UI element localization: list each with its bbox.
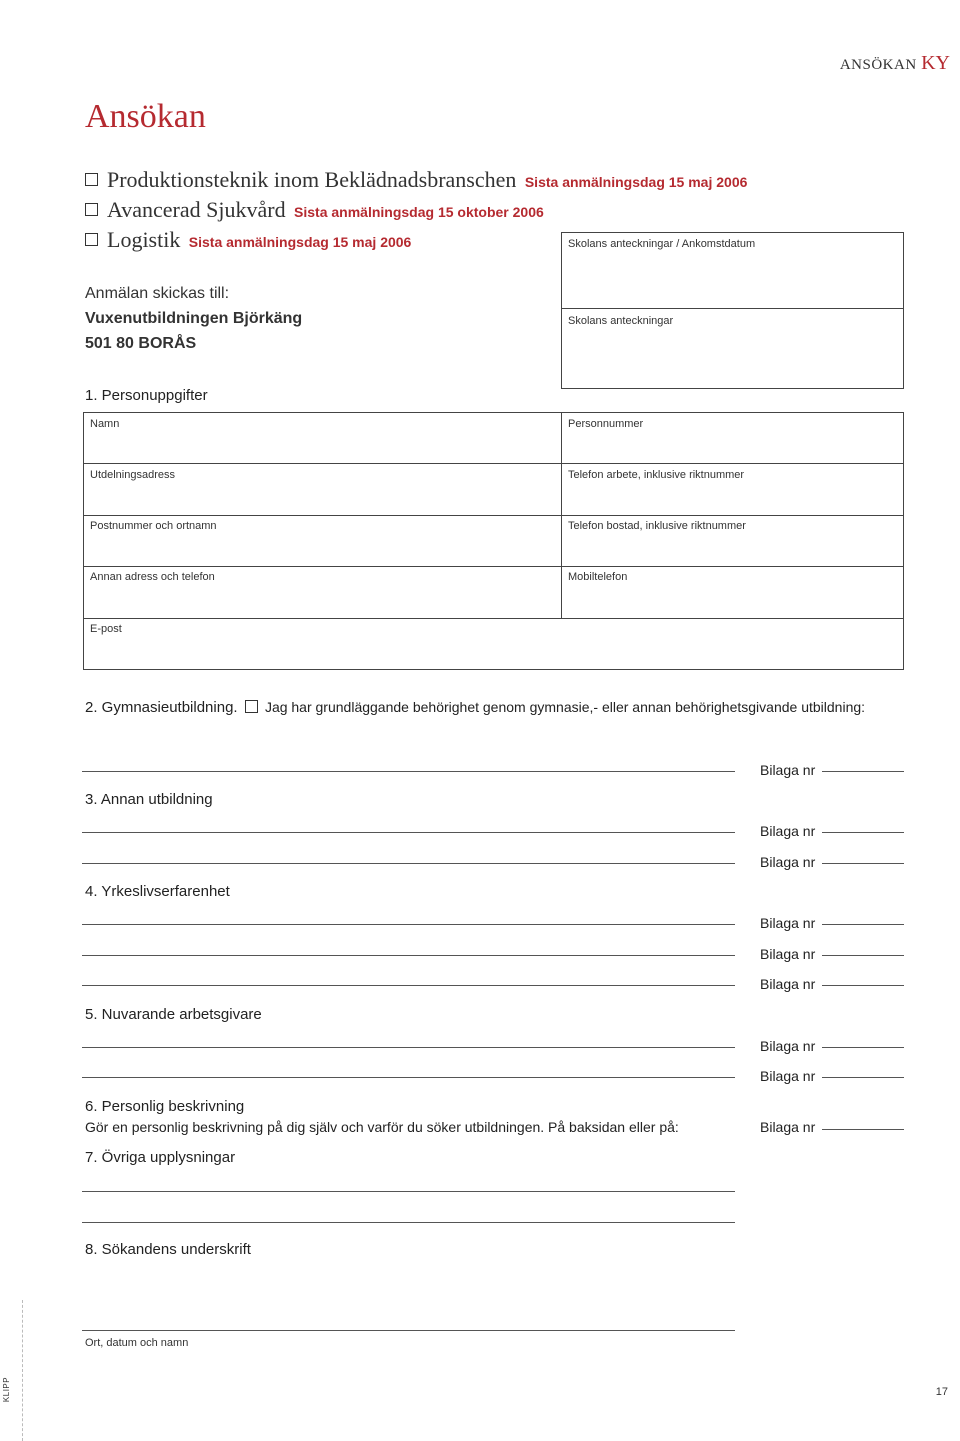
attachment-line-3[interactable]	[822, 863, 904, 864]
course-option-1[interactable]	[85, 167, 747, 193]
attachment-line-2[interactable]	[822, 832, 904, 833]
send-to-intro: Anmälan skickas till:	[85, 285, 230, 302]
write-line-4-2[interactable]	[82, 955, 735, 956]
attachment-label-2: Bilaga nr	[760, 823, 816, 839]
course-checkbox-3[interactable]	[85, 233, 98, 246]
email-field[interactable]: E-post	[90, 623, 122, 635]
attachment-label-1: Bilaga nr	[760, 762, 816, 778]
school-notes-box	[561, 232, 904, 389]
signature-line[interactable]	[82, 1330, 735, 1331]
section-8-title: 8. Sökandens underskrift	[85, 1241, 251, 1258]
attachment-label-3: Bilaga nr	[760, 854, 816, 870]
personal-info-grid	[83, 412, 904, 670]
section-3-title: 3. Annan utbildning	[85, 791, 213, 808]
section-1-title: 1. Personuppgifter	[85, 387, 208, 404]
page-number: 17	[935, 1386, 948, 1398]
section-2-row	[85, 699, 865, 716]
school-notes-divider	[561, 308, 904, 309]
attachment-label-5: Bilaga nr	[760, 946, 816, 962]
send-to-postal: 501 80 BORÅS	[85, 335, 197, 352]
running-head-brand: KY	[921, 52, 950, 74]
attachment-label-4: Bilaga nr	[760, 915, 816, 931]
signature-label: Ort, datum och namn	[85, 1337, 189, 1349]
home-phone-field[interactable]: Telefon bostad, inklusive riktnummer	[568, 520, 746, 532]
name-field[interactable]: Namn	[90, 418, 120, 430]
attachment-line-8[interactable]	[822, 1077, 904, 1078]
grid-row-divider-1	[83, 463, 904, 464]
write-line-4-3[interactable]	[82, 985, 735, 986]
grid-row-divider-3	[83, 566, 904, 567]
attachment-line-9[interactable]	[822, 1129, 904, 1130]
grid-row-divider-2	[83, 515, 904, 516]
eligibility-text: Jag har grundläggande behörighet genom gymnasie,- eller annan behörighetsgivande utbildning:	[264, 699, 866, 715]
eligibility-checkbox[interactable]	[245, 700, 258, 713]
write-line-3-2[interactable]	[82, 863, 735, 864]
section-6-instructions: Gör en personlig beskrivning på dig själv och varför du söker utbildningen. På baksidan eller på:	[85, 1119, 679, 1135]
page-title: Ansökan	[85, 98, 206, 135]
section-4-title: 4. Yrkeslivserfarenhet	[85, 883, 230, 900]
other-address-field[interactable]: Annan adress och telefon	[90, 571, 215, 583]
running-head-prefix: ANSÖKAN	[839, 57, 917, 73]
cut-marker-text: KLIPP	[2, 1376, 12, 1403]
course-name-1: Produktionsteknik inom Beklädnadsbranschen	[107, 167, 517, 192]
attachment-label-6: Bilaga nr	[760, 976, 816, 992]
course-option-2[interactable]	[85, 197, 544, 223]
course-checkbox-2[interactable]	[85, 203, 98, 216]
grid-row-divider-4	[83, 618, 904, 619]
personal-number-field[interactable]: Personnummer	[568, 418, 644, 430]
mobile-field[interactable]: Mobiltelefon	[568, 571, 628, 583]
course-deadline-2: Sista anmälningsdag 15 oktober 2006	[294, 204, 544, 220]
course-deadline-3: Sista anmälningsdag 15 maj 2006	[188, 234, 412, 250]
write-line-2-1[interactable]	[82, 771, 735, 772]
attachment-line-4[interactable]	[822, 924, 904, 925]
write-line-5-1[interactable]	[82, 1047, 735, 1048]
write-line-5-2[interactable]	[82, 1077, 735, 1078]
write-line-7-1[interactable]	[82, 1191, 735, 1192]
course-option-3[interactable]	[85, 227, 411, 253]
course-deadline-1: Sista anmälningsdag 15 maj 2006	[524, 174, 748, 190]
section-5-title: 5. Nuvarande arbetsgivare	[85, 1006, 262, 1023]
postal-field[interactable]: Postnummer och ortnamn	[90, 520, 217, 532]
send-to-org: Vuxenutbildningen Björkäng	[85, 310, 303, 327]
attachment-label-7: Bilaga nr	[760, 1038, 816, 1054]
attachment-line-6[interactable]	[822, 985, 904, 986]
grid-column-divider	[561, 412, 562, 619]
cut-line	[22, 1300, 23, 1441]
course-name-2: Avancerad Sjukvård	[107, 197, 286, 222]
write-line-7-2[interactable]	[82, 1222, 735, 1223]
work-phone-field[interactable]: Telefon arbete, inklusive riktnummer	[568, 469, 745, 481]
school-notes-arrival-label: Skolans anteckningar / Ankomstdatum	[568, 238, 756, 250]
attachment-line-7[interactable]	[822, 1047, 904, 1048]
write-line-4-1[interactable]	[82, 924, 735, 925]
running-head	[840, 52, 950, 75]
address-field[interactable]: Utdelningsadress	[90, 469, 175, 481]
attachment-label-9: Bilaga nr	[760, 1119, 816, 1135]
attachment-label-8: Bilaga nr	[760, 1068, 816, 1084]
section-2-title: 2. Gymnasieutbildning.	[85, 699, 238, 716]
course-checkbox-1[interactable]	[85, 173, 98, 186]
school-notes-label: Skolans anteckningar	[568, 315, 674, 327]
section-7-title: 7. Övriga upplysningar	[85, 1149, 236, 1166]
attachment-line-1[interactable]	[822, 771, 904, 772]
course-name-3: Logistik	[107, 227, 181, 252]
section-6-title: 6. Personlig beskrivning	[85, 1098, 245, 1115]
write-line-3-1[interactable]	[82, 832, 735, 833]
attachment-line-5[interactable]	[822, 955, 904, 956]
